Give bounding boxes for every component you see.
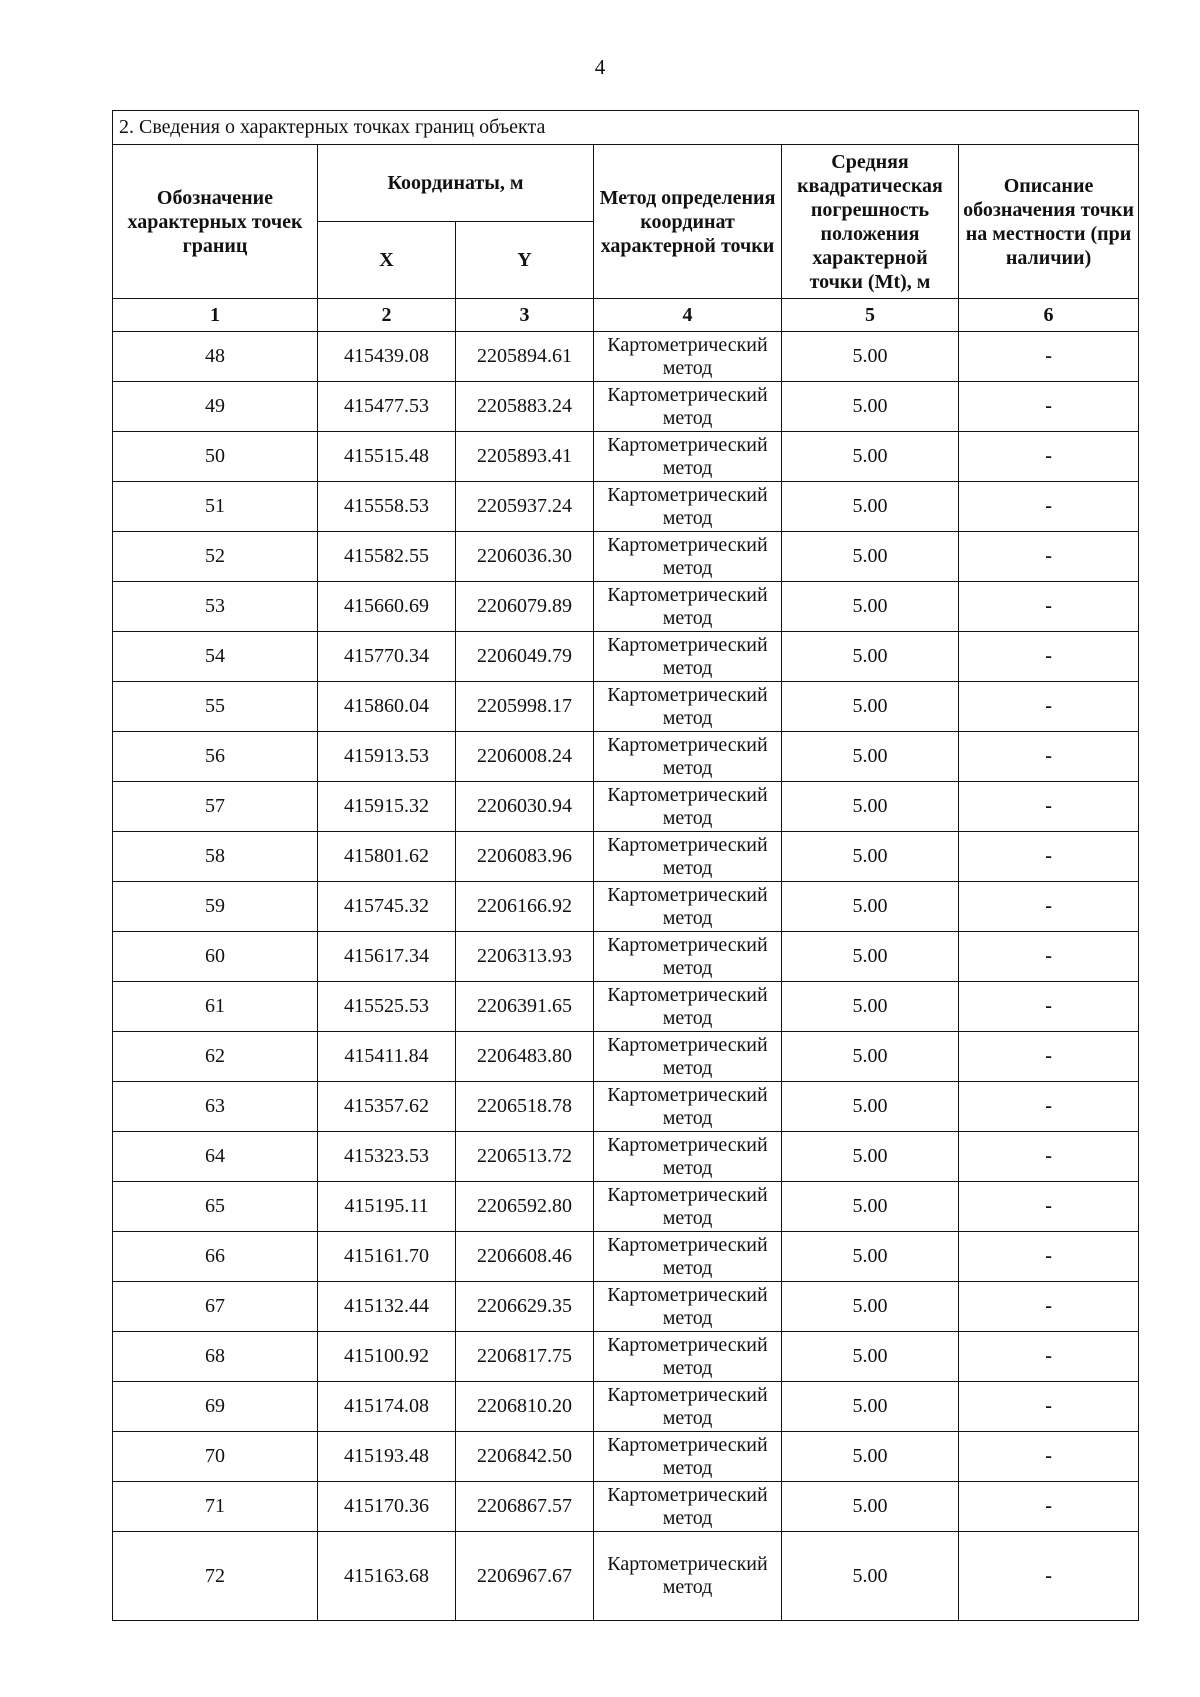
description-cell: -: [959, 582, 1139, 632]
mt-cell: 5.00: [782, 1332, 959, 1382]
section-title: 2. Сведения о характерных точках границ объекта: [113, 111, 1139, 145]
y-cell: 2206592.80: [456, 1182, 594, 1232]
point-cell: 61: [113, 982, 318, 1032]
point-cell: 66: [113, 1232, 318, 1282]
mt-cell: 5.00: [782, 1382, 959, 1432]
header-method: Метод определения координат характерной точки: [594, 145, 782, 299]
mt-cell: 5.00: [782, 582, 959, 632]
y-cell: 2206030.94: [456, 782, 594, 832]
x-cell: 415745.32: [318, 882, 456, 932]
x-cell: 415439.08: [318, 332, 456, 382]
mt-cell: 5.00: [782, 982, 959, 1032]
y-cell: 2205893.41: [456, 432, 594, 482]
table-body: [113, 332, 1139, 1621]
description-cell: -: [959, 1132, 1139, 1182]
table-row: [113, 832, 1139, 882]
description-cell: -: [959, 1082, 1139, 1132]
table-row: [113, 882, 1139, 932]
mt-cell: 5.00: [782, 482, 959, 532]
table-row: [113, 932, 1139, 982]
y-cell: 2206967.67: [456, 1532, 594, 1621]
column-number: 2: [318, 299, 456, 332]
description-cell: -: [959, 532, 1139, 582]
point-cell: 72: [113, 1532, 318, 1621]
method-cell: Картометрический метод: [594, 1082, 782, 1132]
column-number: 6: [959, 299, 1139, 332]
method-cell: Картометрический метод: [594, 832, 782, 882]
y-cell: 2205937.24: [456, 482, 594, 532]
mt-cell: 5.00: [782, 632, 959, 682]
header-y: Y: [456, 222, 594, 299]
mt-cell: 5.00: [782, 382, 959, 432]
table-row: [113, 382, 1139, 432]
x-cell: 415515.48: [318, 432, 456, 482]
table-row: [113, 332, 1139, 382]
mt-cell: 5.00: [782, 932, 959, 982]
mt-cell: 5.00: [782, 732, 959, 782]
header-point-designation: Обозначение характерных точек границ: [113, 145, 318, 299]
table-row: [113, 732, 1139, 782]
mt-cell: 5.00: [782, 1282, 959, 1332]
mt-cell: 5.00: [782, 532, 959, 582]
y-cell: 2206391.65: [456, 982, 594, 1032]
method-cell: Картометрический метод: [594, 732, 782, 782]
x-cell: 415582.55: [318, 532, 456, 582]
column-number: 1: [113, 299, 318, 332]
table-row: [113, 1132, 1139, 1182]
method-cell: Картометрический метод: [594, 682, 782, 732]
mt-cell: 5.00: [782, 682, 959, 732]
table-row: [113, 1532, 1139, 1621]
x-cell: 415357.62: [318, 1082, 456, 1132]
point-cell: 52: [113, 532, 318, 582]
point-cell: 68: [113, 1332, 318, 1382]
y-cell: 2206518.78: [456, 1082, 594, 1132]
table-row: [113, 782, 1139, 832]
mt-cell: 5.00: [782, 1132, 959, 1182]
point-cell: 65: [113, 1182, 318, 1232]
table-row: [113, 1232, 1139, 1282]
x-cell: 415915.32: [318, 782, 456, 832]
mt-cell: 5.00: [782, 1182, 959, 1232]
y-cell: 2206629.35: [456, 1282, 594, 1332]
x-cell: 415195.11: [318, 1182, 456, 1232]
description-cell: -: [959, 382, 1139, 432]
header-coordinates: Координаты, м: [318, 145, 594, 222]
description-cell: -: [959, 882, 1139, 932]
point-cell: 71: [113, 1482, 318, 1532]
method-cell: Картометрический метод: [594, 632, 782, 682]
table-row: [113, 1282, 1139, 1332]
table-row: [113, 1332, 1139, 1382]
table-row: [113, 982, 1139, 1032]
x-cell: 415525.53: [318, 982, 456, 1032]
point-cell: 50: [113, 432, 318, 482]
x-cell: 415411.84: [318, 1032, 456, 1082]
table-row: [113, 682, 1139, 732]
description-cell: -: [959, 1382, 1139, 1432]
description-cell: -: [959, 1032, 1139, 1082]
method-cell: Картометрический метод: [594, 1282, 782, 1332]
method-cell: Картометрический метод: [594, 1132, 782, 1182]
y-cell: 2206313.93: [456, 932, 594, 982]
method-cell: Картометрический метод: [594, 1182, 782, 1232]
description-cell: -: [959, 682, 1139, 732]
y-cell: 2206513.72: [456, 1132, 594, 1182]
x-cell: 415100.92: [318, 1332, 456, 1382]
y-cell: 2205998.17: [456, 682, 594, 732]
description-cell: -: [959, 982, 1139, 1032]
header-x: X: [318, 222, 456, 299]
point-cell: 56: [113, 732, 318, 782]
point-cell: 48: [113, 332, 318, 382]
column-number: 4: [594, 299, 782, 332]
method-cell: Картометрический метод: [594, 532, 782, 582]
y-cell: 2206036.30: [456, 532, 594, 582]
description-cell: -: [959, 482, 1139, 532]
method-cell: Картометрический метод: [594, 1482, 782, 1532]
description-cell: -: [959, 1232, 1139, 1282]
point-cell: 49: [113, 382, 318, 432]
table-row: [113, 1032, 1139, 1082]
point-cell: 53: [113, 582, 318, 632]
y-cell: 2206608.46: [456, 1232, 594, 1282]
table-row: [113, 1432, 1139, 1482]
y-cell: 2206483.80: [456, 1032, 594, 1082]
description-cell: -: [959, 632, 1139, 682]
point-cell: 54: [113, 632, 318, 682]
table-row: [113, 632, 1139, 682]
y-cell: 2206810.20: [456, 1382, 594, 1432]
y-cell: 2206049.79: [456, 632, 594, 682]
table-row: [113, 1182, 1139, 1232]
point-cell: 64: [113, 1132, 318, 1182]
point-cell: 51: [113, 482, 318, 532]
header-description: Описание обозначения точки на местности (при наличии): [959, 145, 1139, 299]
y-cell: 2206079.89: [456, 582, 594, 632]
mt-cell: 5.00: [782, 832, 959, 882]
x-cell: 415163.68: [318, 1532, 456, 1621]
x-cell: 415132.44: [318, 1282, 456, 1332]
description-cell: -: [959, 1482, 1139, 1532]
x-cell: 415770.34: [318, 632, 456, 682]
point-cell: 59: [113, 882, 318, 932]
method-cell: Картометрический метод: [594, 332, 782, 382]
point-cell: 70: [113, 1432, 318, 1482]
page-number: 4: [594, 55, 606, 79]
mt-cell: 5.00: [782, 1532, 959, 1621]
mt-cell: 5.00: [782, 882, 959, 932]
mt-cell: 5.00: [782, 1032, 959, 1082]
point-cell: 57: [113, 782, 318, 832]
method-cell: Картометрический метод: [594, 1232, 782, 1282]
x-cell: 415161.70: [318, 1232, 456, 1282]
description-cell: -: [959, 732, 1139, 782]
mt-cell: 5.00: [782, 1482, 959, 1532]
column-number: 5: [782, 299, 959, 332]
table-row: [113, 432, 1139, 482]
method-cell: Картометрический метод: [594, 882, 782, 932]
x-cell: 415860.04: [318, 682, 456, 732]
point-cell: 60: [113, 932, 318, 982]
table-row: [113, 1082, 1139, 1132]
x-cell: 415170.36: [318, 1482, 456, 1532]
y-cell: 2205894.61: [456, 332, 594, 382]
column-numbers-row: [113, 299, 1139, 332]
point-cell: 63: [113, 1082, 318, 1132]
method-cell: Картометрический метод: [594, 1382, 782, 1432]
x-cell: 415617.34: [318, 932, 456, 982]
method-cell: Картометрический метод: [594, 782, 782, 832]
description-cell: -: [959, 932, 1139, 982]
table-row: [113, 482, 1139, 532]
y-cell: 2206008.24: [456, 732, 594, 782]
method-cell: Картометрический метод: [594, 982, 782, 1032]
mt-cell: 5.00: [782, 782, 959, 832]
method-cell: Картометрический метод: [594, 582, 782, 632]
method-cell: Картометрический метод: [594, 1532, 782, 1621]
y-cell: 2206166.92: [456, 882, 594, 932]
boundary-points-table: [112, 110, 1139, 1621]
table-row: [113, 1382, 1139, 1432]
x-cell: 415477.53: [318, 382, 456, 432]
x-cell: 415558.53: [318, 482, 456, 532]
x-cell: 415913.53: [318, 732, 456, 782]
x-cell: 415323.53: [318, 1132, 456, 1182]
header-mean-square-error: Средняя квадратическая погрешность положения характерной точки (Mt), м: [782, 145, 959, 299]
description-cell: -: [959, 1332, 1139, 1382]
table-row: [113, 1482, 1139, 1532]
description-cell: -: [959, 782, 1139, 832]
description-cell: -: [959, 1432, 1139, 1482]
y-cell: 2205883.24: [456, 382, 594, 432]
method-cell: Картометрический метод: [594, 1332, 782, 1382]
column-number: 3: [456, 299, 594, 332]
mt-cell: 5.00: [782, 1432, 959, 1482]
y-cell: 2206817.75: [456, 1332, 594, 1382]
mt-cell: 5.00: [782, 432, 959, 482]
y-cell: 2206842.50: [456, 1432, 594, 1482]
mt-cell: 5.00: [782, 1232, 959, 1282]
method-cell: Картометрический метод: [594, 482, 782, 532]
point-cell: 58: [113, 832, 318, 882]
method-cell: Картометрический метод: [594, 432, 782, 482]
y-cell: 2206083.96: [456, 832, 594, 882]
mt-cell: 5.00: [782, 1082, 959, 1132]
table-row: [113, 532, 1139, 582]
point-cell: 67: [113, 1282, 318, 1332]
x-cell: 415174.08: [318, 1382, 456, 1432]
mt-cell: 5.00: [782, 332, 959, 382]
description-cell: -: [959, 832, 1139, 882]
y-cell: 2206867.57: [456, 1482, 594, 1532]
point-cell: 62: [113, 1032, 318, 1082]
description-cell: -: [959, 332, 1139, 382]
x-cell: 415193.48: [318, 1432, 456, 1482]
point-cell: 69: [113, 1382, 318, 1432]
method-cell: Картометрический метод: [594, 382, 782, 432]
point-cell: 55: [113, 682, 318, 732]
table-row: [113, 582, 1139, 632]
method-cell: Картометрический метод: [594, 932, 782, 982]
description-cell: -: [959, 1182, 1139, 1232]
method-cell: Картометрический метод: [594, 1032, 782, 1082]
description-cell: -: [959, 1282, 1139, 1332]
x-cell: 415660.69: [318, 582, 456, 632]
method-cell: Картометрический метод: [594, 1432, 782, 1482]
x-cell: 415801.62: [318, 832, 456, 882]
description-cell: -: [959, 432, 1139, 482]
description-cell: -: [959, 1532, 1139, 1621]
